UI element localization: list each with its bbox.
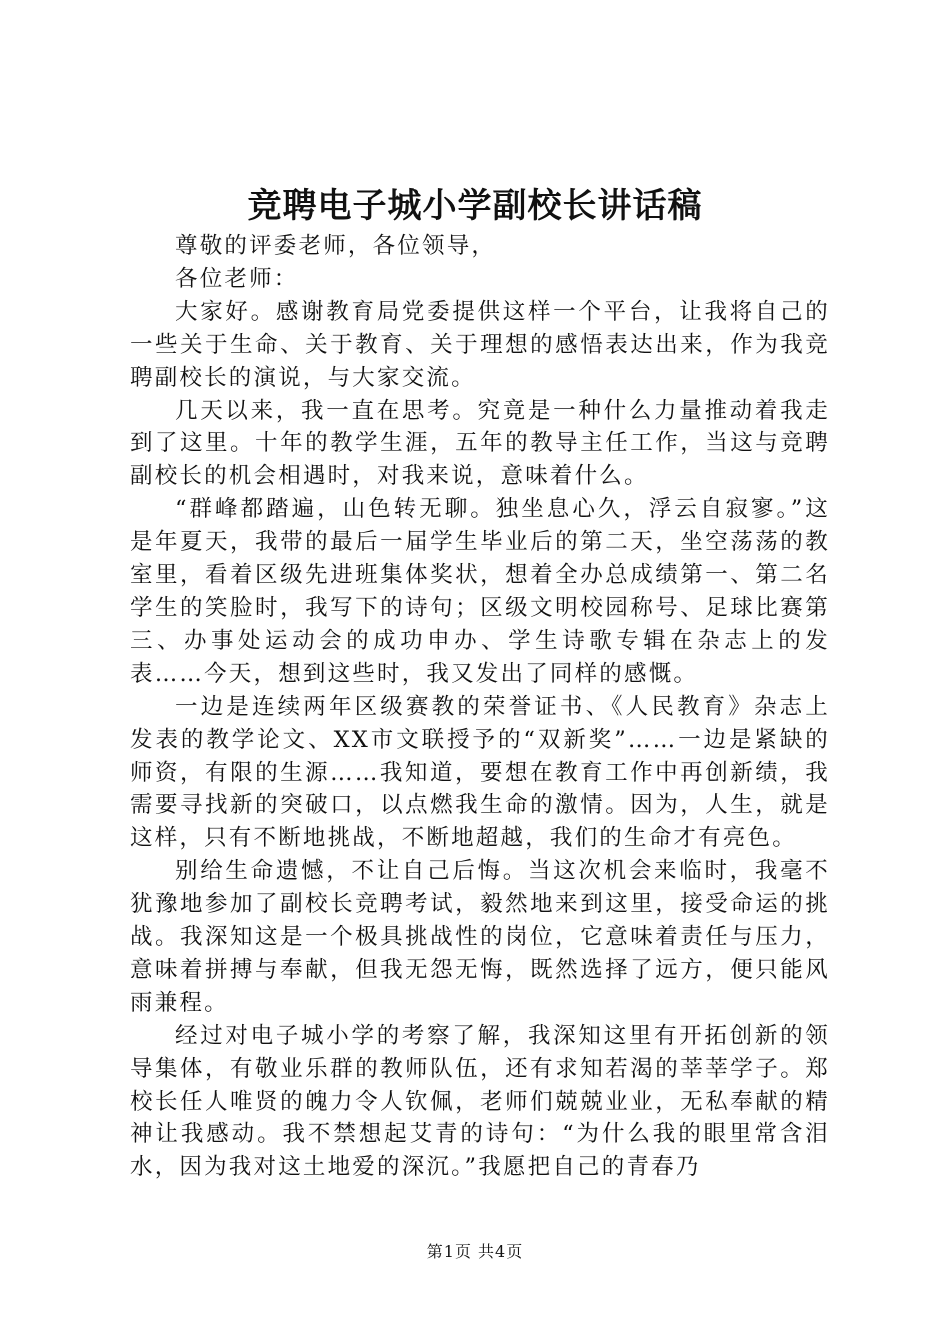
paragraph-6: 经过对电子城小学的考察了解，我深知这里有开拓创新的领导集体，有敬业乐群的教师队伍，还有求知若渴的莘莘学子。郑校长任人唯贤的魄力令人钦佩，老师们兢兢业业，无私奉献的精神让我感动。我不禁想起艾青的诗句：“为什么我的眼里常含泪水，因为我对这土地爱的深沉。”我愿把自己的青春乃 [130,1022,830,1181]
document-body [130,230,830,1184]
paragraph-3: “群峰都踏遍，山色转无聊。独坐息心久，浮云自寂寥。”这是年夏天，我带的最后一届学生毕业后的第二天，坐空荡荡的教室里，看着区级先进班集体奖状，想着全办总成绩第一、第二名学生的笑脸时，我写下的诗句；区级文明校园称号、足球比赛第三、办事处运动会的成功申办、学生诗歌专辑在杂志上的发表……今天，想到这些时，我又发出了同样的感慨。 [130,496,830,687]
paragraph-2: 几天以来，我一直在思考。究竟是一种什么力量推动着我走到了这里。十年的教学生涯，五年的教导主任工作，当这与竞聘副校长的机会相遇时，对我来说，意味着什么。 [130,397,830,490]
paragraph-5: 别给生命遗憾，不让自己后悔。当这次机会来临时，我毫不犹豫地参加了副校长竞聘考试，毅然地来到这里，接受命运的挑战。我深知这是一个极具挑战性的岗位，它意味着责任与压力，意味着拼搏与奉献，但我无怨无悔，既然选择了远方，便只能风雨兼程。 [130,858,830,1016]
document-title: 竞聘电子城小学副校长讲话稿 [247,186,703,226]
paragraph-1: 大家好。感谢教育局党委提供这样一个平台，让我将自己的一些关于生命、关于教育、关于理想的感悟表达出来，作为我竞聘副校长的演说，与大家交流。 [130,298,830,391]
salutation-line-2: 各位老师： [175,265,299,292]
paragraph-4: 一边是连续两年区级赛教的荣誉证书、《人民教育》杂志上发表的教学论文、XX市文联授予的“双新奖”……一边是紧缺的师资，有限的生源……我知道，要想在教育工作中再创新绩，我需要寻找新的突破口，以点燃我生命的激情。因为，人生，就是这样，只有不断地挑战，不断地超越，我们的生命才有亮色。 [130,693,830,852]
page-number: 第1页 共4页 [426,1242,524,1261]
salutation-line-1: 尊敬的评委老师，各位领导， [175,233,497,259]
